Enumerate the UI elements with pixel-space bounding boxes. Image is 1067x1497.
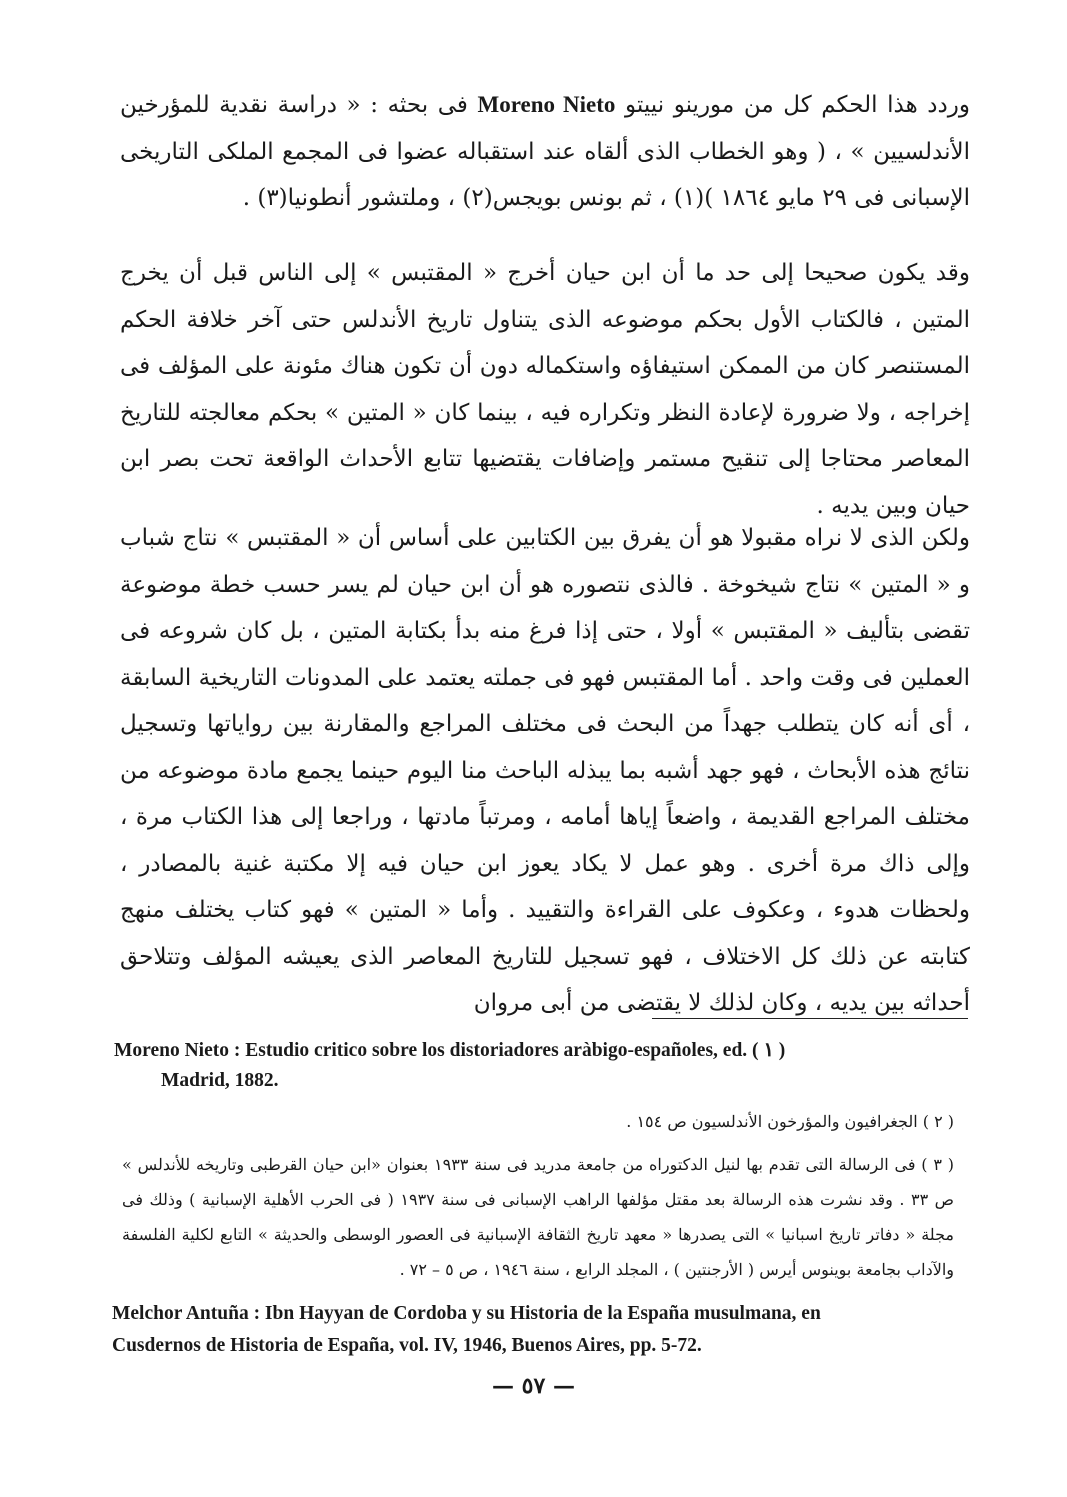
paragraph-1-latin-name: Moreno Nieto (477, 92, 616, 117)
footnote-1-line-2: Madrid, 1882. (161, 1070, 279, 1091)
footnote-1-line-1: Moreno Nieto : Estudio critico sobre los distoriadores aràbigo-españoles, ed. ( ١ ) (114, 1040, 786, 1061)
footnote-3-latin-line-2: Cusdernos de Historia de España, vol. IV, 1946, Buenos Aires, pp. 5-72. (112, 1335, 702, 1356)
paragraph-1-text-start: وردد هذا الحكم كل من مورينو نييتو (615, 92, 970, 118)
paragraph-2: وقد يكون صحيحا إلى حد ما أن ابن حيان أخرج « المقتبس » إلى الناس قبل أن يخرج المتين ، فالكتاب الأول بحكم موضوعه الذى يتناول تاريخ الأندلس حتى آخر خلافة الحكم المستنصر كان من الممكن استيفاؤه واستكماله دون أن تكون هناك مئونة على المؤلف فى إخراجه ، ولا ضرورة لإعادة النظر وتكراره فيه ، بينما كان « المتين » بحكم معالجته للتاريخ المعاصر محتاجا إلى تنقيح مستمر وإضافات يقتضيها تتابع الأحداث الواقعة تحت بصر ابن حيان وبين يديه . (120, 260, 970, 519)
page-number: — ٥٧ — (492, 1373, 575, 1399)
paragraph-1 (120, 82, 970, 222)
footnote-separator (652, 1018, 968, 1019)
footnote-3-latin-line-1: Melchor Antuña : Ibn Hayyan de Cordoba y su Historia de la España musulmana, en (112, 1303, 821, 1324)
footnote-2: ( ٢ ) الجغرافيون والمؤرخون الأندلسيون ص ١٥٤ . (626, 1112, 954, 1131)
paragraph-3: ولكن الذى لا نراه مقبولا هو أن يفرق بين الكتابين على أساس أن « المقتبس » نتاج شباب و « المتين » نتاج شيخوخة . فالذى نتصوره هو أن ابن حيان لم يسر حسب خطة موضوعة تقضى بتأليف « المقتبس » أولا ، حتى إذا فرغ منه بدأ بكتابة المتين ، بل كان شروعه فى العملين فى وقت واحد . أما المقتبس فهو فى جملته يعتمد على المدونات التاريخية السابقة ، أى أنه كان يتطلب جهداً من البحث فى مختلف المراجع والمقارنة بين رواياتها وتسجيل نتائج هذه الأبحاث ، فهو جهد أشبه بما يبذله الباحث منا اليوم حينما يجمع مادة موضوعه من مختلف المراجع القديمة ، واضعاً إياها أمامه ، ومرتباً مادتها ، وراجعا إلى هذا الكتاب مرة ، وإلى ذاك مرة أخرى . وهو عمل لا يكاد يعوز ابن حيان فيه إلا مكتبة غنية بالمصادر ، ولحظات هدوء ، وعكوف على القراءة والتقييد . وأما « المتين » فهو كتاب يختلف منهج كتابته عن ذلك كل الاختلاف ، فهو تسجيل للتاريخ المعاصر الذى يعيشه المؤلف وتتلاحق أحداثه بين يديه ، وكان لذلك لا يقتضى من أبى مروان (120, 525, 970, 1016)
paragraph-1-text-end: فى بحثه : « دراسة نقدية للمؤرخين الأندلسيين » ، ( وهو الخطاب الذى ألقاه عند استقباله عضوا فى المجمع الملكى التاريخى الإسبانى فى ٢٩ مايو ١٨٦٤ )(١) ، ثم بونس بويجس(٢) ، وملتشور أنطونيا(٣) . (120, 92, 971, 211)
footnote-3: ( ٣ ) فى الرسالة التى تقدم بها لنيل الدكتوراه من جامعة مدريد فى سنة ١٩٣٣ بعنوان «ابن حيان القرطبى وتاريخه للأندلس » ص ٣٣ . وقد نشرت هذه الرسالة بعد مقتل مؤلفها الراهب الإسبانى فى سنة ١٩٣٧ ( فى الحرب الأهلية الإسبانية ) وذلك فى مجلة « دفاتر تاريخ اسبانيا » التى يصدرها « معهد تاريخ الثقافة الإسبانية فى العصور الوسطى والحديثة » التابع لكلية الفلسفة والآداب بجامعة بوينوس أيرس ( الأرجنتين ) ، المجلد الرابع ، سنة ١٩٤٦ ، ص ٥ – ٧٢ . (122, 1155, 955, 1279)
